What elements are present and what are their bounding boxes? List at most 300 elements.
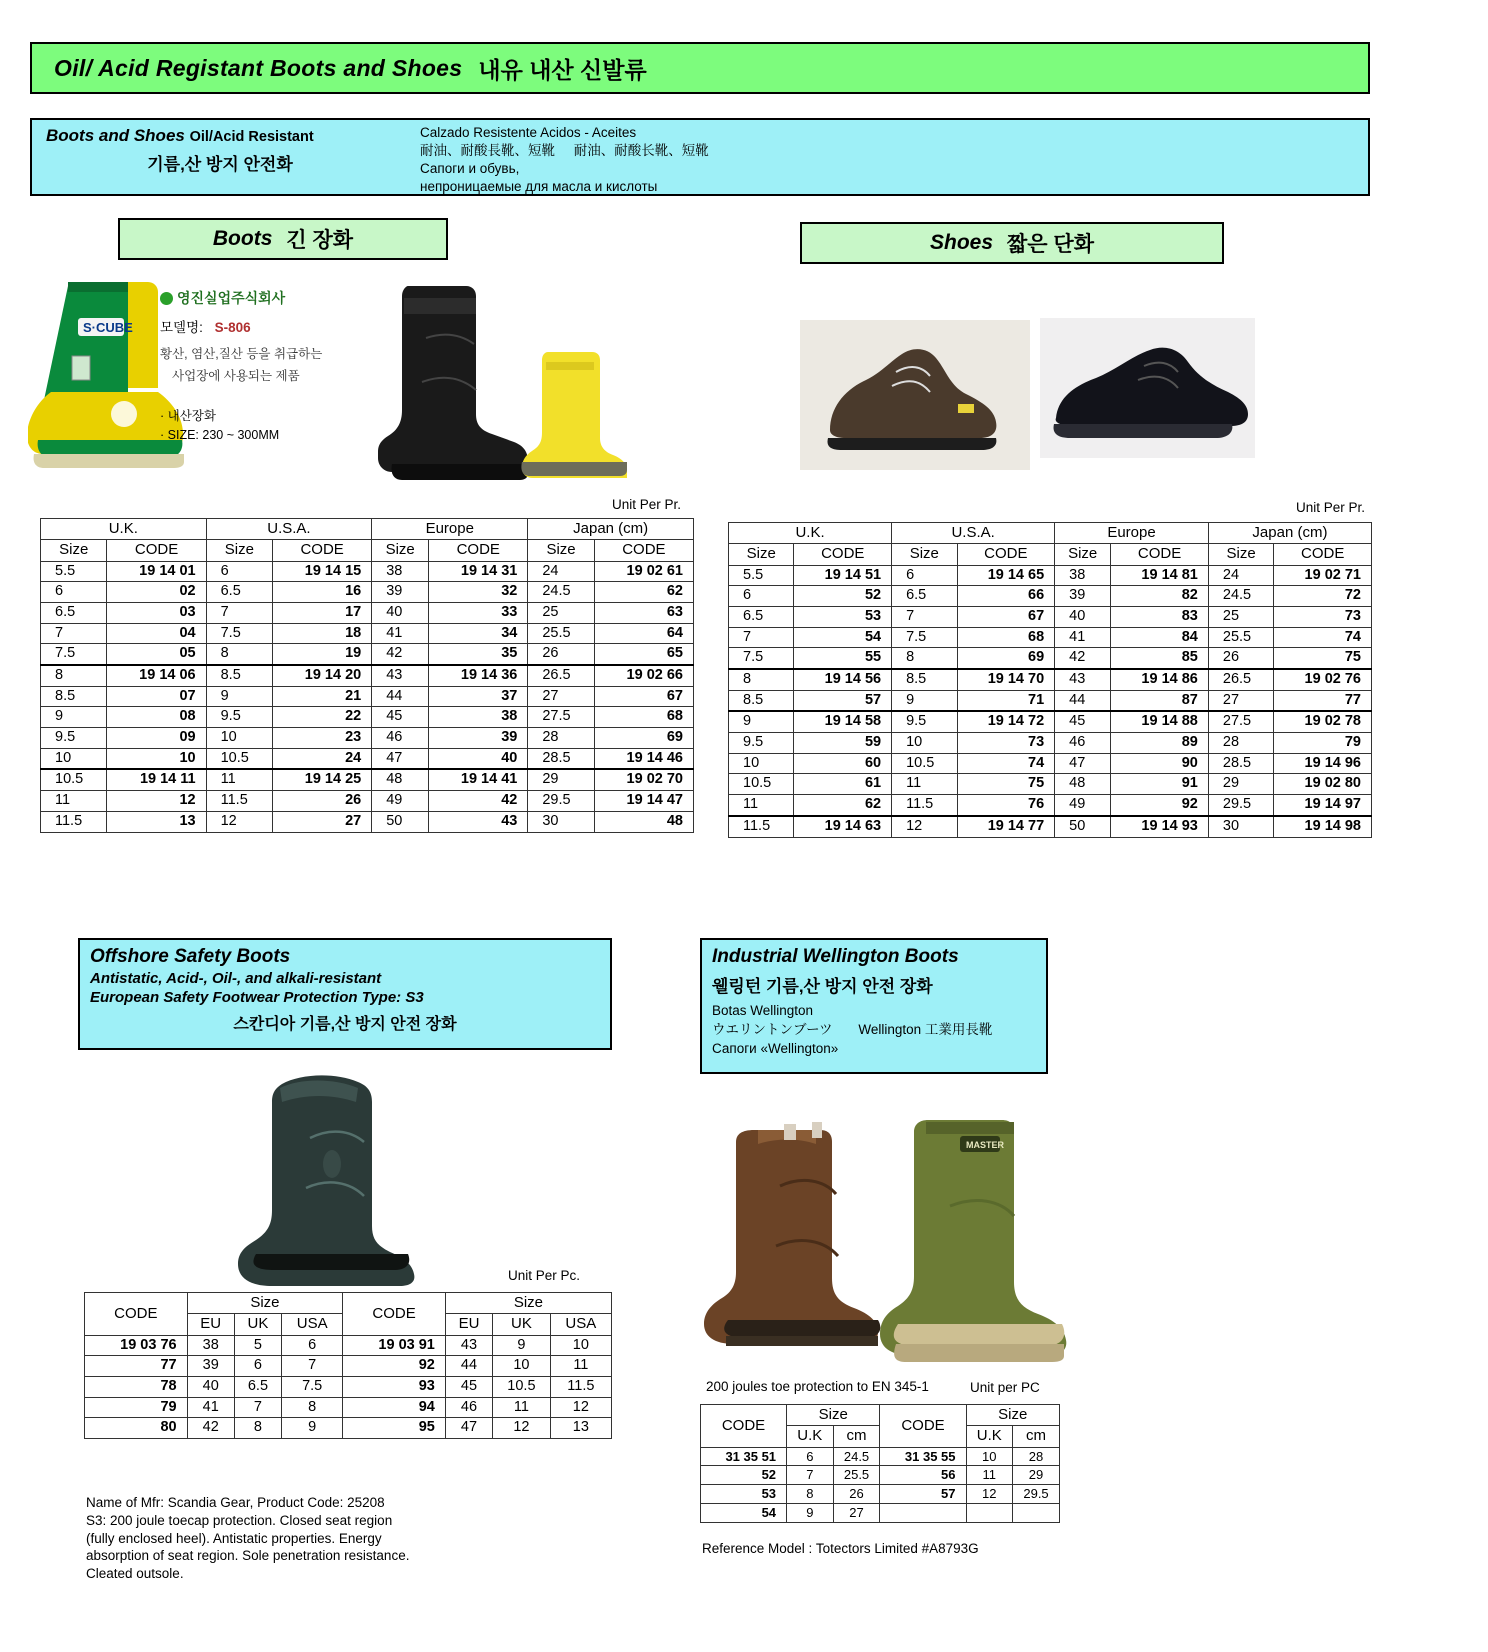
cell-code: 19 02 76 xyxy=(1274,669,1372,690)
cell-size: 8 xyxy=(892,648,957,669)
cell-size: 27 xyxy=(833,1504,880,1523)
subheader-uk: U.K xyxy=(966,1426,1013,1447)
cell-size: 6 xyxy=(892,565,957,586)
cell-size: 27 xyxy=(528,686,594,707)
cell-size: 6.5 xyxy=(206,582,272,603)
cell-code: 19 14 81 xyxy=(1111,565,1209,586)
cell-size: 49 xyxy=(372,791,429,812)
subheader-size: Size xyxy=(892,544,957,565)
svg-text:MASTER: MASTER xyxy=(966,1140,1004,1150)
cell-code xyxy=(880,1504,966,1523)
cell-size: 10.5 xyxy=(493,1376,551,1397)
cell-size: 27 xyxy=(1208,690,1273,711)
cell-size: 29.5 xyxy=(1208,795,1273,816)
cell-size: 13 xyxy=(550,1418,611,1439)
subheader-size: Size xyxy=(41,540,107,561)
cell-code: 31 35 51 xyxy=(701,1447,787,1466)
cell-code: 19 14 93 xyxy=(1111,816,1209,837)
cell-size: 9 xyxy=(787,1504,834,1523)
cell-size: 24.5 xyxy=(1208,586,1273,607)
subheader-size: Size xyxy=(729,544,794,565)
cell-size: 41 xyxy=(372,623,429,644)
cell-code: 40 xyxy=(429,748,528,769)
table-row xyxy=(85,1376,612,1397)
offshore-header-size: Size xyxy=(187,1293,343,1314)
cell-code: 68 xyxy=(957,627,1055,648)
wellington-header-box xyxy=(700,938,1048,1074)
cell-code: 74 xyxy=(1274,627,1372,648)
cell-code: 07 xyxy=(107,686,206,707)
cell-code: 09 xyxy=(107,728,206,749)
cell-code: 75 xyxy=(1274,648,1372,669)
table-row xyxy=(729,795,1372,816)
cell-size: 46 xyxy=(1055,733,1111,754)
cell-size: 10 xyxy=(550,1335,611,1356)
cell-code: 54 xyxy=(701,1504,787,1523)
cell-code: 39 xyxy=(429,728,528,749)
subheader-eu: EU xyxy=(187,1314,234,1335)
cell-size: 26.5 xyxy=(528,665,594,686)
cell-size: 7.5 xyxy=(41,644,107,665)
cell-size: 26 xyxy=(528,644,594,665)
cell-code: 19 14 15 xyxy=(273,561,372,582)
cell-code: 19 14 41 xyxy=(429,769,528,790)
cell-size: 9.5 xyxy=(41,728,107,749)
subheader-uk: UK xyxy=(493,1314,551,1335)
brand-dot-icon xyxy=(160,292,173,305)
cell-size: 44 xyxy=(1055,690,1111,711)
cell-size: 38 xyxy=(187,1335,234,1356)
offshore-note-3: (fully enclosed heel). Antistatic properties. Energy xyxy=(86,1530,382,1546)
cell-size: 29.5 xyxy=(1013,1485,1060,1504)
cell-code: 95 xyxy=(343,1418,446,1439)
cell-code: 82 xyxy=(1111,586,1209,607)
table-row xyxy=(41,561,694,582)
cell-size: 8 xyxy=(234,1418,281,1439)
section-boots-ko: 긴 장화 xyxy=(286,229,354,252)
subtitle-ja: 耐油、耐酸長靴、短靴 耐油、耐酸长靴、短靴 xyxy=(420,142,709,158)
photo-brown-wellington xyxy=(700,1114,890,1364)
cell-size: 39 xyxy=(372,582,429,603)
cell-code: 79 xyxy=(85,1397,188,1418)
cell-size: 12 xyxy=(550,1397,611,1418)
subheader-usa: USA xyxy=(282,1314,343,1335)
photo-green-wellington xyxy=(880,1108,1080,1370)
offshore-header-size-2: Size xyxy=(445,1293,611,1314)
cell-size: 11 xyxy=(729,795,794,816)
cell-size: 10 xyxy=(966,1447,1013,1466)
cell-size: 50 xyxy=(372,811,429,832)
table-header-regions xyxy=(41,519,694,540)
cell-size: 30 xyxy=(528,811,594,832)
cell-size: 42 xyxy=(372,644,429,665)
cell-size: 24.5 xyxy=(528,582,594,603)
cell-code: 19 14 63 xyxy=(794,816,892,837)
cell-size: 7 xyxy=(234,1397,281,1418)
cell-code: 74 xyxy=(957,753,1055,774)
cell-size: 41 xyxy=(187,1397,234,1418)
offshore-line-2: European Safety Footwear Protection Type: S3 xyxy=(90,988,424,1006)
cell-code: 34 xyxy=(429,623,528,644)
cell-size: 38 xyxy=(1055,565,1111,586)
cell-code: 64 xyxy=(594,623,693,644)
cell-code: 23 xyxy=(273,728,372,749)
cell-code: 61 xyxy=(794,774,892,795)
cell-size: 43 xyxy=(445,1335,492,1356)
cell-code: 75 xyxy=(957,774,1055,795)
cell-code: 03 xyxy=(107,602,206,623)
cell-code: 19 14 88 xyxy=(1111,711,1209,732)
header-japan: Japan (cm) xyxy=(528,519,694,540)
cell-size: 26 xyxy=(1208,648,1273,669)
cell-code: 08 xyxy=(107,707,206,728)
cell-code: 48 xyxy=(594,811,693,832)
cell-size: 30 xyxy=(1208,816,1273,837)
cell-size: 24 xyxy=(1208,565,1273,586)
cell-size: 9 xyxy=(729,711,794,732)
cell-size: 7.5 xyxy=(282,1376,343,1397)
wellington-es: Botas Wellington xyxy=(712,1003,814,1018)
cell-size: 48 xyxy=(372,769,429,790)
cell-code: 53 xyxy=(701,1485,787,1504)
cell-size: 10 xyxy=(206,728,272,749)
cell-size: 6.5 xyxy=(892,586,957,607)
cell-size: 43 xyxy=(1055,669,1111,690)
subtitle-ru-1: Сапоги и обувь, xyxy=(420,160,520,176)
subtitle-ko: 기름,산 방지 안전화 xyxy=(147,155,293,174)
cell-size: 6.5 xyxy=(234,1376,281,1397)
section-shoes-ko: 짧은 단화 xyxy=(1007,233,1094,256)
cell-code: 19 02 66 xyxy=(594,665,693,686)
cell-size: 7 xyxy=(892,606,957,627)
subheader-code: CODE xyxy=(429,540,528,561)
table-row xyxy=(701,1466,1060,1485)
brand-name-ko: 영진실업주식회사 xyxy=(160,288,330,308)
cell-size: 9.5 xyxy=(729,733,794,754)
model-bullet-1: · 내산장화 xyxy=(160,409,216,423)
cell-size: 24.5 xyxy=(833,1447,880,1466)
cell-code: 93 xyxy=(343,1376,446,1397)
cell-size: 9 xyxy=(41,707,107,728)
cell-size: 11 xyxy=(892,774,957,795)
cell-size: 47 xyxy=(372,748,429,769)
cell-code: 19 14 20 xyxy=(273,665,372,686)
cell-size: 8 xyxy=(206,644,272,665)
cell-size: 42 xyxy=(1055,648,1111,669)
subheader-size: Size xyxy=(528,540,594,561)
cell-size xyxy=(1013,1504,1060,1523)
cell-size: 9.5 xyxy=(892,711,957,732)
cell-size: 11 xyxy=(550,1356,611,1377)
banner-title-ko: 내유 내산 신발류 xyxy=(478,56,647,83)
cell-size: 7 xyxy=(206,602,272,623)
wellington-reference: Reference Model : Totectors Limited #A8793G xyxy=(702,1541,979,1556)
cell-code: 92 xyxy=(1111,795,1209,816)
section-header-shoes xyxy=(800,222,1224,264)
cell-size: 25 xyxy=(528,602,594,623)
header-japan: Japan (cm) xyxy=(1208,523,1371,544)
cell-size: 10.5 xyxy=(206,748,272,769)
cell-code: 19 02 78 xyxy=(1274,711,1372,732)
boots-unit-label: Unit Per Pr. xyxy=(612,497,682,512)
table-row xyxy=(701,1504,1060,1523)
cell-size: 11.5 xyxy=(892,795,957,816)
photo-black-shoe xyxy=(1040,318,1255,458)
table-row xyxy=(85,1356,612,1377)
subheader-code: CODE xyxy=(1111,544,1209,565)
offshore-header-code-2: CODE xyxy=(343,1293,446,1336)
cell-code: 57 xyxy=(880,1485,966,1504)
cell-size: 10.5 xyxy=(892,753,957,774)
cell-code: 22 xyxy=(273,707,372,728)
header-usa: U.S.A. xyxy=(206,519,372,540)
cell-size: 11 xyxy=(41,791,107,812)
table-header-sub xyxy=(729,544,1372,565)
cell-code: 19 02 71 xyxy=(1274,565,1372,586)
wellington-header-size-2: Size xyxy=(966,1405,1059,1426)
wellington-title: Industrial Wellington Boots xyxy=(712,946,959,967)
table-row xyxy=(729,627,1372,648)
cell-code: 77 xyxy=(85,1356,188,1377)
cell-code: 19 02 70 xyxy=(594,769,693,790)
wellington-header-size: Size xyxy=(787,1405,880,1426)
cell-size: 5.5 xyxy=(41,561,107,582)
offshore-note-4: absorption of seat region. Sole penetration resistance. xyxy=(86,1548,410,1564)
cell-size: 44 xyxy=(445,1356,492,1377)
cell-size: 9 xyxy=(282,1418,343,1439)
subheader-code: CODE xyxy=(957,544,1055,565)
cell-size: 11.5 xyxy=(41,811,107,832)
header-europe: Europe xyxy=(1055,523,1209,544)
cell-size: 5 xyxy=(234,1335,281,1356)
table-header-regions xyxy=(729,523,1372,544)
cell-code: 38 xyxy=(429,707,528,728)
cell-size: 6.5 xyxy=(729,606,794,627)
cell-code: 59 xyxy=(794,733,892,754)
cell-code: 43 xyxy=(429,811,528,832)
cell-code: 19 14 46 xyxy=(594,748,693,769)
cell-size: 40 xyxy=(372,602,429,623)
boots-size-table xyxy=(40,518,694,833)
cell-size: 8 xyxy=(282,1397,343,1418)
table-row xyxy=(41,728,694,749)
cell-code: 19 03 91 xyxy=(343,1335,446,1356)
cell-code: 19 14 96 xyxy=(1274,753,1372,774)
cell-size: 29 xyxy=(528,769,594,790)
cell-code: 19 14 97 xyxy=(1274,795,1372,816)
cell-size: 39 xyxy=(187,1356,234,1377)
cell-code: 77 xyxy=(1274,690,1372,711)
cell-size: 28 xyxy=(1208,733,1273,754)
cell-code: 13 xyxy=(107,811,206,832)
cell-code: 19 xyxy=(273,644,372,665)
cell-size: 11.5 xyxy=(729,816,794,837)
cell-size: 40 xyxy=(187,1376,234,1397)
cell-size: 39 xyxy=(1055,586,1111,607)
cell-code: 57 xyxy=(794,690,892,711)
offshore-header-code: CODE xyxy=(85,1293,188,1336)
cell-code: 27 xyxy=(273,811,372,832)
cell-code: 12 xyxy=(107,791,206,812)
cell-code: 24 xyxy=(273,748,372,769)
cell-code: 79 xyxy=(1274,733,1372,754)
cell-code: 83 xyxy=(1111,606,1209,627)
cell-size: 9 xyxy=(892,690,957,711)
cell-code: 91 xyxy=(1111,774,1209,795)
cell-code: 04 xyxy=(107,623,206,644)
subtitle-left xyxy=(32,120,412,175)
table-row xyxy=(729,733,1372,754)
cell-code: 05 xyxy=(107,644,206,665)
table-row xyxy=(729,711,1372,732)
cell-code: 35 xyxy=(429,644,528,665)
cell-code: 84 xyxy=(1111,627,1209,648)
cell-code: 19 14 11 xyxy=(107,769,206,790)
cell-size: 6 xyxy=(787,1447,834,1466)
cell-size: 47 xyxy=(445,1418,492,1439)
cell-size: 25.5 xyxy=(528,623,594,644)
subtitle-en: Boots and Shoes xyxy=(46,126,185,145)
cell-code: 19 14 58 xyxy=(794,711,892,732)
shoes-size-table xyxy=(728,522,1372,838)
header-uk: U.K. xyxy=(41,519,207,540)
cell-code: 18 xyxy=(273,623,372,644)
cell-code: 55 xyxy=(794,648,892,669)
cell-size: 25.5 xyxy=(833,1466,880,1485)
cell-code: 63 xyxy=(594,602,693,623)
offshore-size-table xyxy=(84,1292,612,1439)
table-row xyxy=(701,1485,1060,1504)
wellington-unit-label: Unit per PC xyxy=(970,1380,1040,1395)
subheader-code: CODE xyxy=(273,540,372,561)
cell-size: 8 xyxy=(787,1485,834,1504)
cell-code: 65 xyxy=(594,644,693,665)
table-row xyxy=(729,565,1372,586)
cell-size: 27.5 xyxy=(1208,711,1273,732)
cell-code: 19 14 70 xyxy=(957,669,1055,690)
table-row xyxy=(41,769,694,790)
table-row xyxy=(729,586,1372,607)
subheader-code: CODE xyxy=(794,544,892,565)
cell-code: 54 xyxy=(794,627,892,648)
table-row xyxy=(41,811,694,832)
table-row xyxy=(85,1335,612,1356)
cell-size: 7.5 xyxy=(892,627,957,648)
cell-code: 19 14 72 xyxy=(957,711,1055,732)
wellington-size-table xyxy=(700,1404,1060,1523)
cell-code: 37 xyxy=(429,686,528,707)
offshore-unit-label: Unit Per Pc. xyxy=(508,1268,581,1283)
offshore-notes xyxy=(86,1494,566,1583)
cell-code: 19 14 56 xyxy=(794,669,892,690)
cell-code: 76 xyxy=(957,795,1055,816)
cell-size: 9 xyxy=(493,1335,551,1356)
cell-size: 40 xyxy=(1055,606,1111,627)
shoes-unit-label: Unit Per Pr. xyxy=(1296,500,1366,515)
table-header-sub xyxy=(41,540,694,561)
table-row xyxy=(729,816,1372,837)
model-label: 모델명: xyxy=(160,320,203,335)
cell-size: 12 xyxy=(493,1418,551,1439)
cell-code: 52 xyxy=(794,586,892,607)
table-row xyxy=(41,665,694,686)
offshore-title: Offshore Safety Boots xyxy=(90,946,291,967)
cell-size: 28 xyxy=(1013,1447,1060,1466)
cell-size: 26 xyxy=(833,1485,880,1504)
cell-size: 47 xyxy=(1055,753,1111,774)
cell-code: 19 03 76 xyxy=(85,1335,188,1356)
cell-size: 27.5 xyxy=(528,707,594,728)
table-row xyxy=(701,1447,1060,1466)
cell-code: 85 xyxy=(1111,648,1209,669)
wellington-ko: 웰링턴 기름,산 방지 안전 장화 xyxy=(712,977,933,996)
offshore-note-1: Name of Mfr: Scandia Gear, Product Code: 25208 xyxy=(86,1495,385,1510)
cell-size: 11.5 xyxy=(550,1376,611,1397)
cell-code: 31 35 55 xyxy=(880,1447,966,1466)
cell-code: 89 xyxy=(1111,733,1209,754)
cell-size: 10.5 xyxy=(41,769,107,790)
section-header-boots xyxy=(118,218,448,260)
table-row xyxy=(41,582,694,603)
boots-caption-block xyxy=(160,288,330,442)
subtitle-en-small: Oil/Acid Resistant xyxy=(189,129,314,145)
cell-size: 28.5 xyxy=(528,748,594,769)
offshore-ko: 스칸디아 기름,산 방지 안전 장화 xyxy=(233,1015,457,1033)
cell-code: 66 xyxy=(957,586,1055,607)
cell-size: 7 xyxy=(729,627,794,648)
boot-logo-text: S·CUBE xyxy=(83,320,133,335)
cell-size: 49 xyxy=(1055,795,1111,816)
cell-code: 87 xyxy=(1111,690,1209,711)
subheader-uk: UK xyxy=(234,1314,281,1335)
photo-yellow-boot xyxy=(520,348,630,482)
cell-code: 73 xyxy=(1274,606,1372,627)
subheader-cm: cm xyxy=(833,1426,880,1447)
cell-code: 10 xyxy=(107,748,206,769)
cell-size: 10 xyxy=(493,1356,551,1377)
cell-size: 29 xyxy=(1208,774,1273,795)
cell-code: 67 xyxy=(594,686,693,707)
cell-size: 25.5 xyxy=(1208,627,1273,648)
cell-code: 19 14 86 xyxy=(1111,669,1209,690)
photo-offshore-boot xyxy=(222,1068,442,1288)
banner-title-en: Oil/ Acid Registant Boots and Shoes xyxy=(54,54,463,81)
header-usa: U.S.A. xyxy=(892,523,1055,544)
cell-size: 8 xyxy=(729,669,794,690)
table-row xyxy=(729,606,1372,627)
cell-size: 10 xyxy=(41,748,107,769)
cell-code: 19 14 65 xyxy=(957,565,1055,586)
table-row xyxy=(41,707,694,728)
cell-size: 9 xyxy=(206,686,272,707)
cell-size: 45 xyxy=(372,707,429,728)
cell-code: 72 xyxy=(1274,586,1372,607)
cell-size: 7 xyxy=(787,1466,834,1485)
cell-size: 38 xyxy=(372,561,429,582)
cell-size: 46 xyxy=(445,1397,492,1418)
cell-code: 80 xyxy=(85,1418,188,1439)
model-desc-2: 사업장에 사용되는 제품 xyxy=(172,369,300,383)
subheader-uk: U.K xyxy=(787,1426,834,1447)
offshore-line-1: Antistatic, Acid-, Oil-, and alkali-resistant xyxy=(90,970,382,987)
table-row xyxy=(41,623,694,644)
cell-code: 19 14 36 xyxy=(429,665,528,686)
cell-size: 45 xyxy=(1055,711,1111,732)
cell-code: 26 xyxy=(273,791,372,812)
wellington-protection-note: 200 joules toe protection to EN 345-1 xyxy=(706,1379,929,1394)
cell-size: 10 xyxy=(729,753,794,774)
cell-size: 11.5 xyxy=(206,791,272,812)
